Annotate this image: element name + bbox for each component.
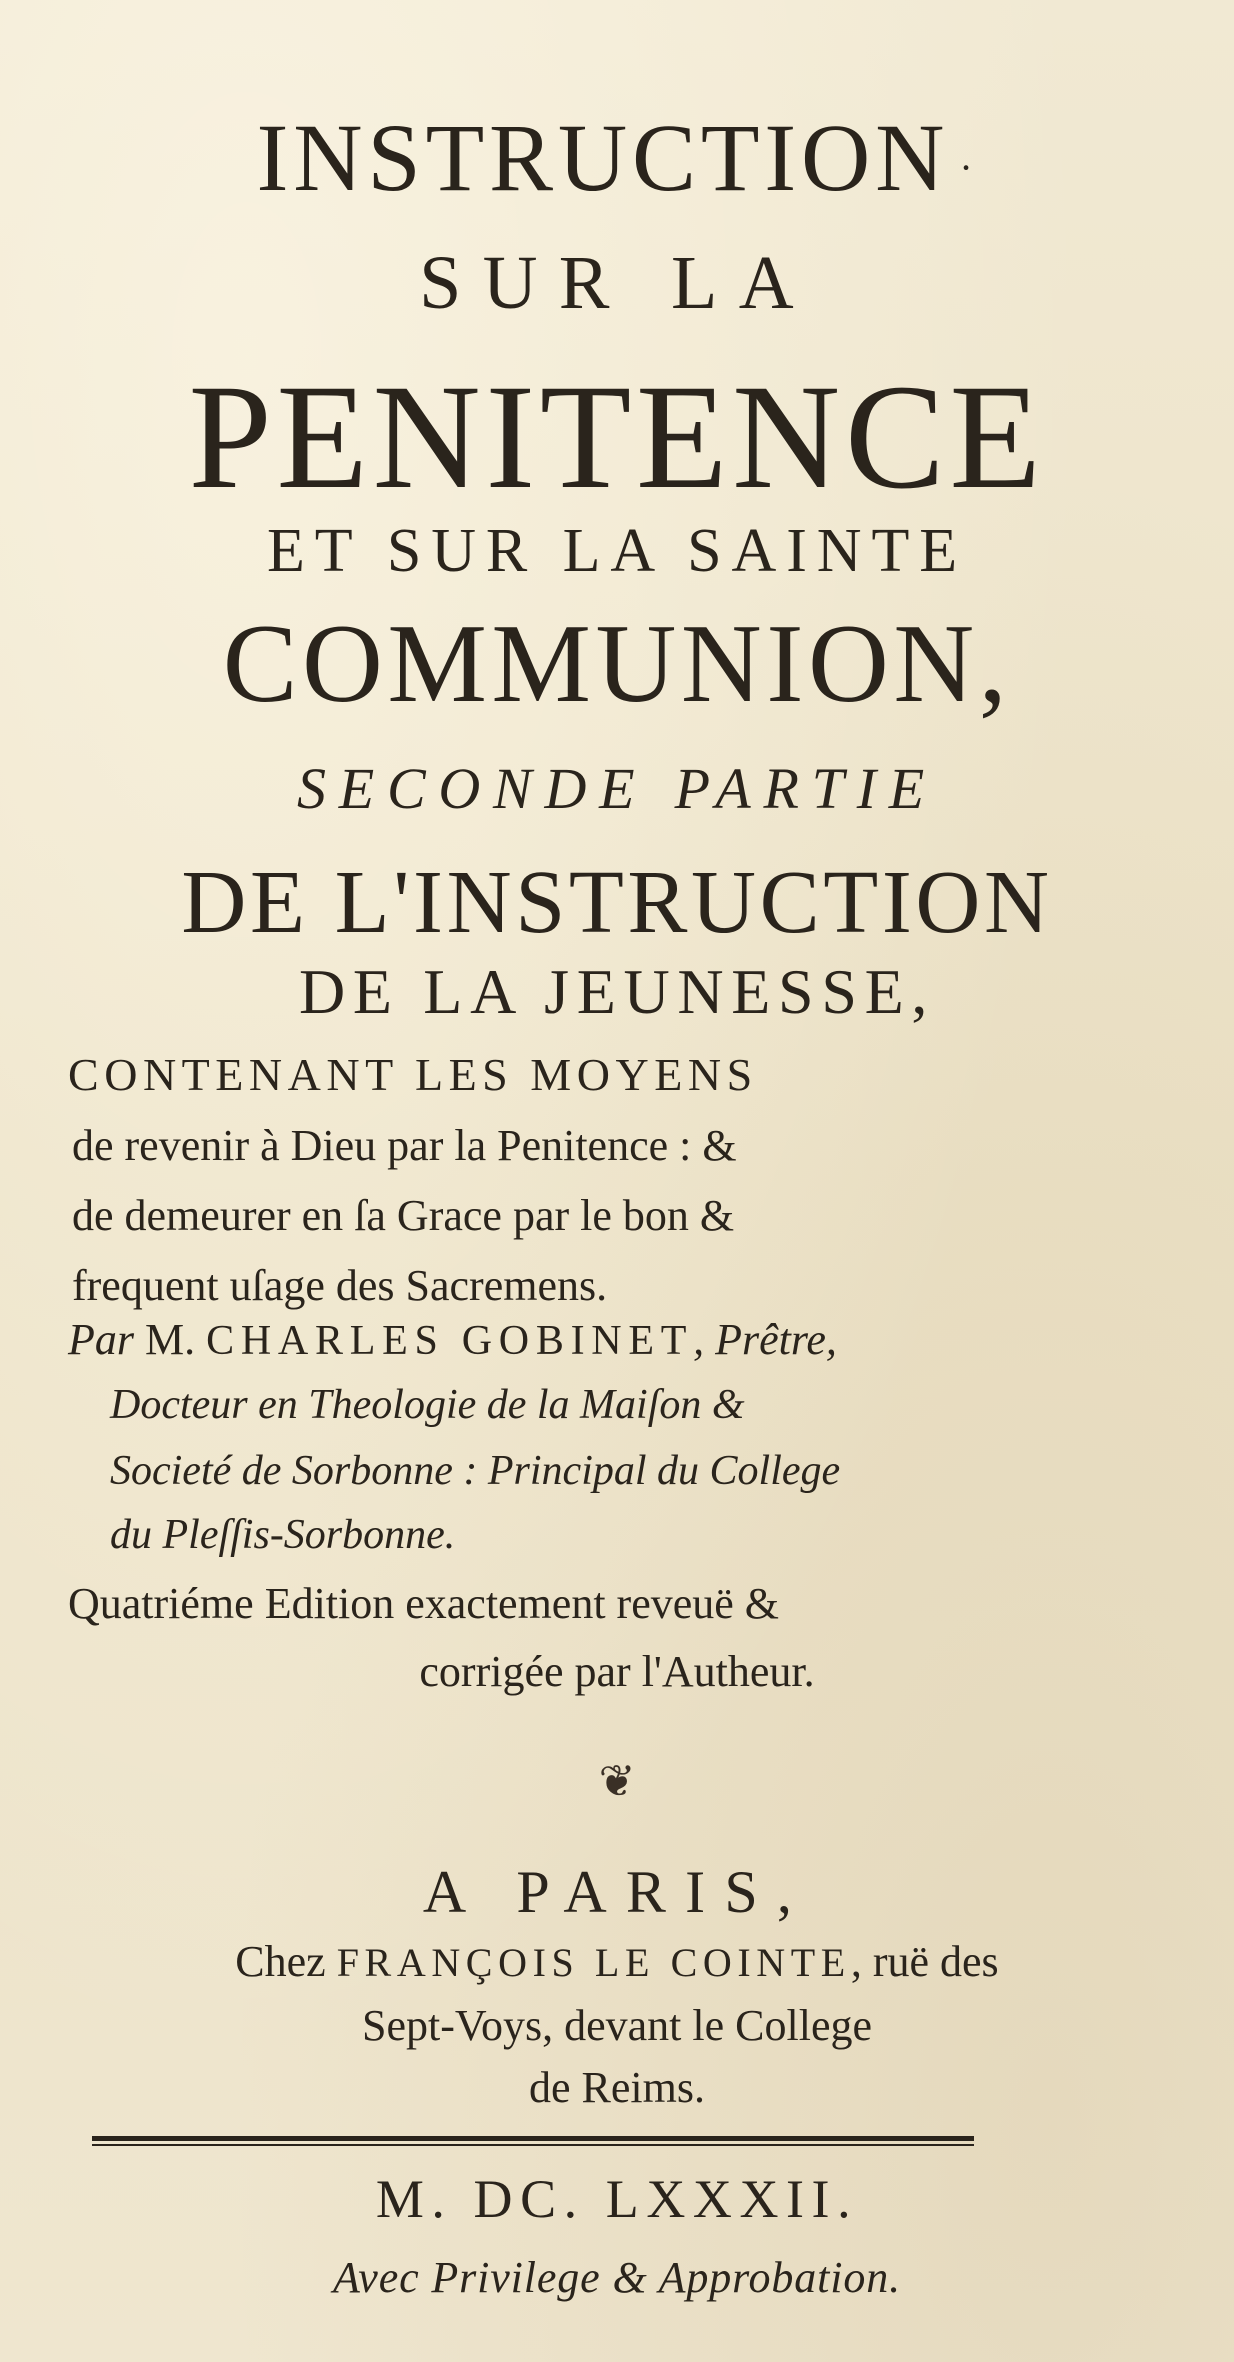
title-line-et-sur-la-sainte: ET SUR LA SAINTE [266, 517, 968, 585]
publisher-chez: Chez [235, 1937, 337, 1986]
contents-line-3: de demeurer en ſa Grace par le bon & [72, 1191, 735, 1240]
publisher-city: A PARIS, [422, 1859, 812, 1925]
title-mark: · [959, 144, 978, 190]
publication-date: M. DC. LXXXII. [375, 2169, 859, 2229]
privilege-line: Avec Privilege & Approbation. [332, 2253, 902, 2302]
title-line-de-l-instruction: DE L'INSTRUCTION [181, 853, 1053, 952]
publisher-name: FRANÇOIS LE COINTE [336, 1940, 851, 1985]
author-line-3: Societé de Sorbonne : Principal du College [110, 1448, 841, 1494]
edition-line-1: Quatriéme Edition exactement reveuë & [68, 1579, 780, 1628]
author-m: M. [134, 1315, 207, 1364]
author-role: , Prêtre, [693, 1315, 837, 1364]
contents-line-2: de revenir à Dieu par la Penitence : & [72, 1121, 737, 1170]
title-line-instruction [0, 104, 1234, 211]
publisher-line-3: Sept-Voys, devant le College [362, 2001, 872, 2050]
title-line-communion: COMMUNION, [222, 602, 1012, 726]
divider-rule [92, 2136, 974, 2146]
contents-line-1: CONTENANT LES MOYENS [68, 1049, 758, 1100]
contents-line-4: frequent uſage des Sacremens. [72, 1261, 608, 1310]
title-line-penitence: PENITENCE [188, 354, 1046, 520]
title-line-seconde-partie: SECONDE PARTIE [297, 756, 937, 821]
title-word-instruction: INSTRUCTION [256, 104, 950, 211]
title-line-sur-la: SUR LA [419, 241, 815, 325]
author-line-4: du Pleſſis-Sorbonne. [110, 1512, 456, 1558]
title-line-de-la-jeunesse: DE LA JEUNESSE, [298, 956, 936, 1027]
author-line-1 [68, 1315, 837, 1364]
publisher-line-4: de Reims. [529, 2063, 705, 2112]
publisher-line-2 [0, 1937, 1234, 1986]
publisher-rue: , ruë des [850, 1937, 999, 1986]
ornament-icon: ❦ [598, 1757, 636, 1806]
author-name: CHARLES GOBINET [206, 1318, 694, 1364]
edition-line-2: corrigée par l'Autheur. [419, 1647, 815, 1696]
author-line-2: Docteur en Theologie de la Maiſon & [110, 1382, 745, 1428]
author-par: Par [68, 1315, 134, 1364]
